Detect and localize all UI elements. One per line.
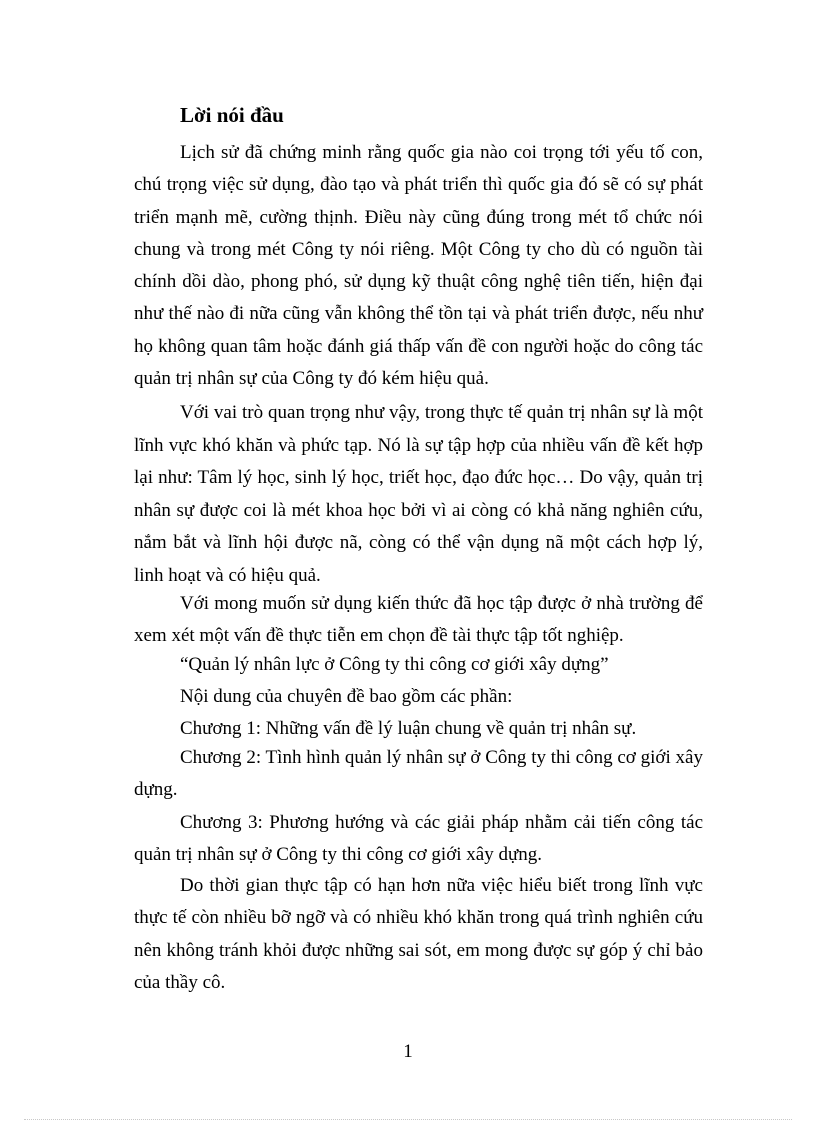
paragraph-purpose: Với mong muốn sử dụng kiến thức đã học tập được ở nhà trường để xem xét một vấn đề thực tiễn em chọn đề tài thực tập tốt nghiệp. xyxy=(134,593,703,646)
paragraph-closing: Do thời gian thực tập có hạn hơn nữa việc hiểu biết trong lĩnh vực thực tế còn nhiều bỡ ngỡ và có nhiều khó khăn trong quá trình nghiên cứu nên không tránh khỏi được những sai sót, em mong được sự góp ý chỉ bảo của thầy cô. xyxy=(134,875,703,993)
paragraph-chapter-2: Chương 2: Tình hình quản lý nhân sự ở Công ty thi công cơ giới xây dựng. xyxy=(134,747,703,800)
paragraph-chapter-3: Chương 3: Phương hướng và các giải pháp nhằm cải tiến công tác quản trị nhân sự ở Công ty thi công cơ giới xây dựng. xyxy=(134,812,703,865)
page-number: 1 xyxy=(403,1041,413,1062)
paragraph-chapter-1: Chương 1: Những vấn đề lý luận chung về quản trị nhân sự. xyxy=(180,718,637,739)
paragraph-intro: Lịch sử đã chứng minh rằng quốc gia nào coi trọng tới yếu tố con, chú trọng việc sử dụng, đào tạo và phát triển thì quốc gia đó sẽ có sự phát triển mạnh mẽ, cường thịnh. Điều này cũng đúng trong mét tổ chức nói chung và trong mét Công ty nói riêng. Một Công ty cho dù có nguồn tài chính dồi dào, phong phó, sử dụng kỹ thuật công nghệ tiên tiến, hiện đại như thế nào đi nữa cũng vẫn không thể tồn tại và phát triển được, nếu như họ không quan tâm hoặc đánh giá thấp vấn đề con người hoặc do công tác quản trị nhân sự của Công ty đó kém hiệu quả. xyxy=(134,142,703,390)
page-bottom-divider xyxy=(24,1119,792,1120)
paragraph-topic-title: “Quản lý nhân lực ở Công ty thi công cơ giới xây dựng” xyxy=(180,654,609,675)
paragraph-role: Với vai trò quan trọng như vậy, trong thực tế quản trị nhân sự là một lĩnh vực khó khăn và phức tạp. Nó là sự tập hợp của nhiều vấn đề kết hợp lại như: Tâm lý học, sinh lý học, triết học, đạo đức học… Do vậy, quản trị nhân sự được coi là mét khoa học bởi vì ai còng có khả năng nghiên cứu, nắm bắt và lĩnh hội được nã, còng có thể vận dụng nã một cách hợp lý, linh hoạt và có hiệu quả. xyxy=(134,402,703,586)
page-title: Lời nói đầu xyxy=(180,103,284,127)
paragraph-contents-intro: Nội dung của chuyên đề bao gồm các phần: xyxy=(180,686,513,707)
